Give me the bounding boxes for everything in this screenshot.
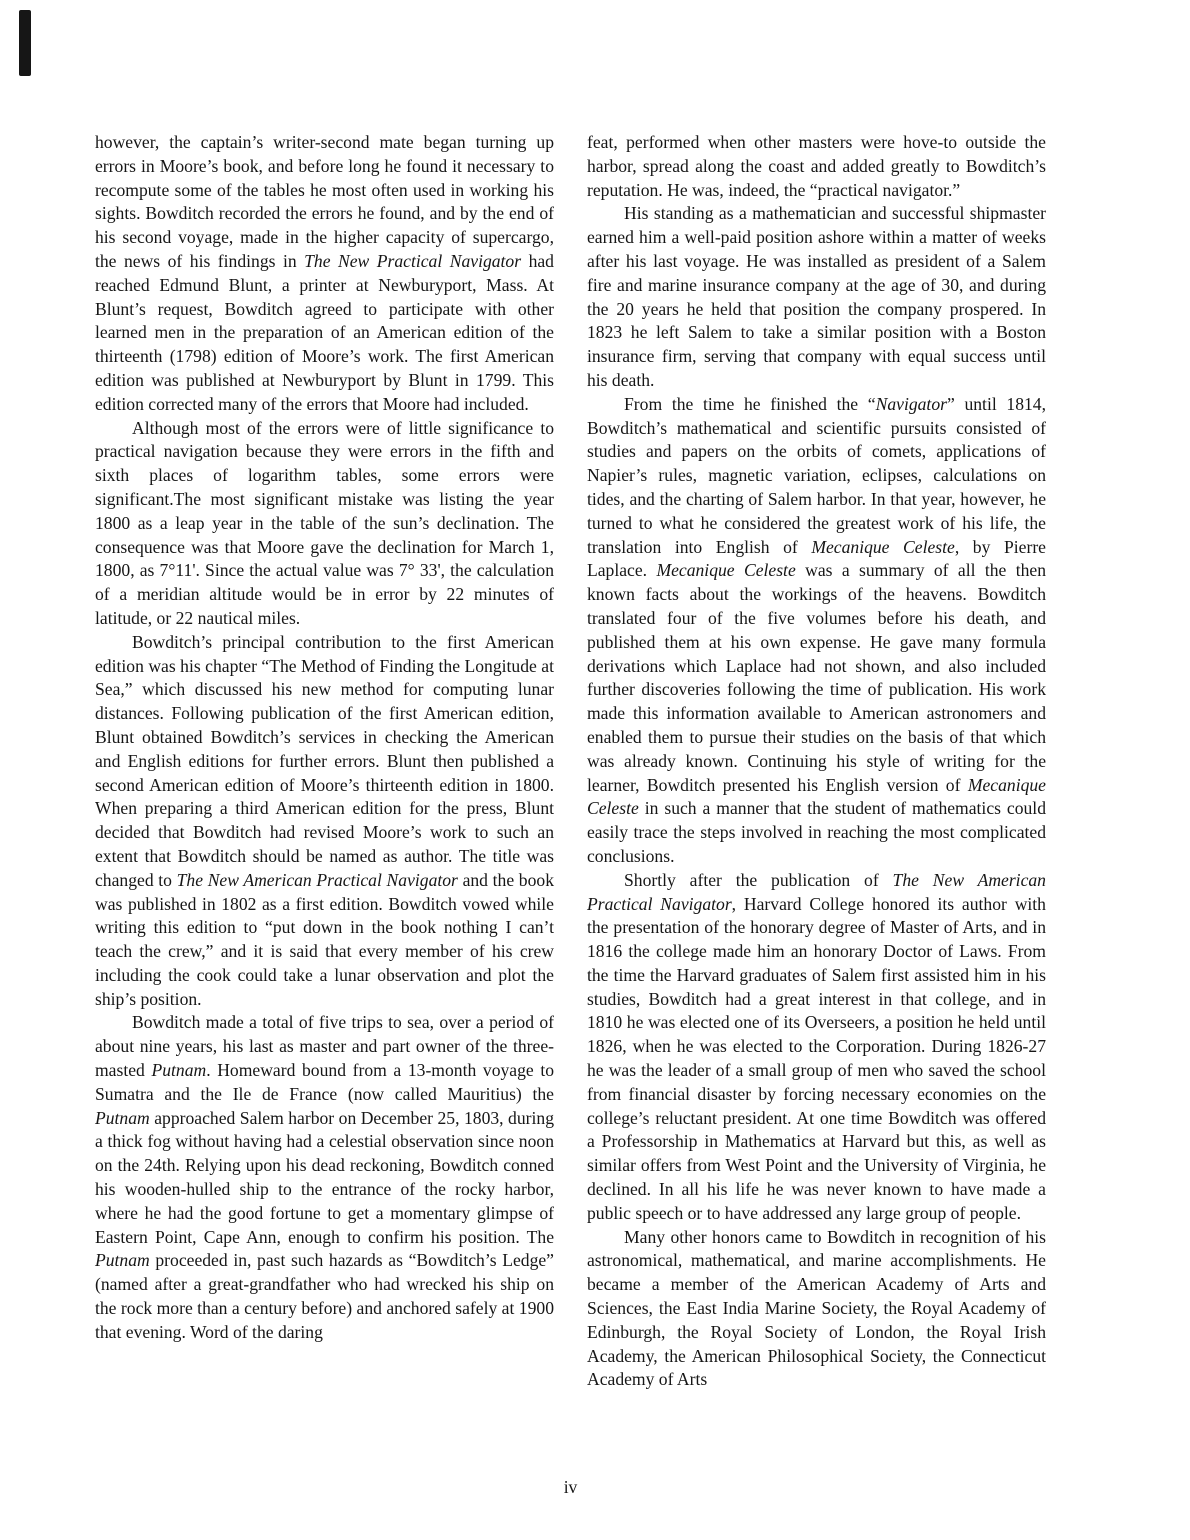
paragraph: however, the captain’s writer-second mate began turning up errors in Moore’s book, and before long he found it necessary to recompute some of the tables he most often used in working his sights. Bowditch recorded the errors he found, and by the end of his second voyage, made in the higher capacity of supercargo, the news of his findings in The New Practical Navigator had reached Edmund Blunt, a printer at Newburyport, Mass. At Blunt’s request, Bowditch agreed to participate with other learned men in the preparation of an American edition of the thirteenth (1798) edition of Moore’s work. The first American edition was published at Newburyport by Blunt in 1799. This edition corrected many of the errors that Moore had included. <box>95 132 554 414</box>
paragraph: Bowditch’s principal contribution to the first American edition was his chapter “The Method of Finding the Longitude at Sea,” which discussed his new method for computing lunar distances. Following publication of the first American edition, Blunt obtained Bowditch’s services in checking the American and English editions for further errors. Blunt then published a second American edition of Moore’s thirteenth edition in 1800. When preparing a third American edition for the press, Blunt decided that Bowditch had revised Moore’s work to such an extent that Bowditch should be named as author. The title was changed to The New American Practical Navigator and the book was published in 1802 as a first edition. Bowditch vowed while writing this edition to “put down in the book nothing I can’t teach the crew,” and it is said that every member of his crew including the cook could take a lunar observation and plot the ship’s position. <box>95 631 554 1009</box>
paragraph: His standing as a mathematician and successful shipmaster earned him a well-paid position ashore within a matter of weeks after his last voyage. He was installed as president of a Salem fire and marine insurance company at the age of 30, and during the 20 years he held that position the company prospered. In 1823 he left Salem to take a similar position with a Boston insurance firm, serving that company with equal success until his death. <box>587 203 1046 390</box>
right-column <box>587 131 1046 1392</box>
paragraph: feat, performed when other masters were hove-to outside the harbor, spread along the coast and added greatly to Bowditch’s reputation. He was, indeed, the “practical navigator.” <box>587 132 1046 200</box>
paragraph: Shortly after the publication of The New American Practical Navigator, Harvard College honored its author with the presentation of the honorary degree of Master of Arts, and in 1816 the college made him an honorary Doctor of Laws. From the time the Harvard graduates of Salem first assisted him in his studies, Bowditch had a great interest in that college, and in 1810 he was elected one of its Overseers, a position he held until 1826, when he was elected to the Corporation. During 1826-27 he was the leader of a small group of men who saved the school from financial disaster by forcing necessary economies on the college’s reluctant president. At one time Bowditch was offered a Professorship in Mathematics at Harvard but this, as well as similar offers from West Point and the University of Virginia, he declined. In all his life he was never known to have made a public speech or to have addressed any large group of people. <box>587 869 1046 1223</box>
paragraph: Although most of the errors were of little significance to practical navigation because they were errors in the fifth and sixth places of logarithm tables, some errors were significant.The most significant mistake was listing the year 1800 as a leap year in the table of the sun’s declination. The consequence was that Moore gave the declination for March 1, 1800, as 7°11'. Since the actual value was 7° 33', the calculation of a meridian altitude would be in error by 22 minutes of latitude, or 22 nautical miles. <box>95 417 554 628</box>
left-column <box>95 131 554 1392</box>
scan-artifact <box>19 10 31 76</box>
page-number: iv <box>563 1477 578 1497</box>
text-columns <box>95 131 1046 1392</box>
paragraph: From the time he finished the “Navigator” until 1814, Bowditch’s mathematical and scientific pursuits consisted of studies and papers on the orbits of comets, applications of Napier’s rules, magnetic variation, eclipses, calculations on tides, and the charting of Salem harbor. In that year, however, he turned to what he considered the greatest work of his life, the translation into English of Mecanique Celeste, by Pierre Laplace. Mecanique Celeste was a summary of all the then known facts about the workings of the heavens. Bowditch translated four of the five volumes before his death, and published them at his own expense. He gave many formula derivations which Laplace had not shown, and also included further discoveries following the time of publication. His work made this information available to American astronomers and enabled them to pursue their studies on the basis of that which was already known. Continuing his style of writing for the learner, Bowditch presented his English version of Mecanique Celeste in such a manner that the student of mathematics could easily trace the steps involved in reaching the most complicated conclusions. <box>587 393 1046 866</box>
paragraph: Bowditch made a total of five trips to sea, over a period of about nine years, his last as master and part owner of the three-masted Putnam. Homeward bound from a 13-month voyage to Sumatra and the Ile de France (now called Mauritius) the Putnam approached Salem harbor on December 25, 1803, during a thick fog without having had a celestial observation since noon on the 24th. Relying upon his dead reckoning, Bowditch conned his wooden-hulled ship to the entrance of the rocky harbor, where he had the good fortune to get a momentary glimpse of Eastern Point, Cape Ann, enough to confirm his position. The Putnam proceeded in, past such hazards as “Bowditch’s Ledge” (named after a great-grandfather who had wrecked his ship on the rock more than a century before) and anchored safely at 1900 that evening. Word of the daring <box>95 1012 555 1342</box>
page-footer <box>95 1477 1046 1498</box>
paragraph: Many other honors came to Bowditch in recognition of his astronomical, mathematical, and marine accomplishments. He became a member of the American Academy of Arts and Sciences, the East India Marine Society, the Royal Academy of Edinburgh, the Royal Society of London, the Royal Irish Academy, the American Philosophical Society, the Connecticut Academy of Arts <box>587 1226 1046 1390</box>
